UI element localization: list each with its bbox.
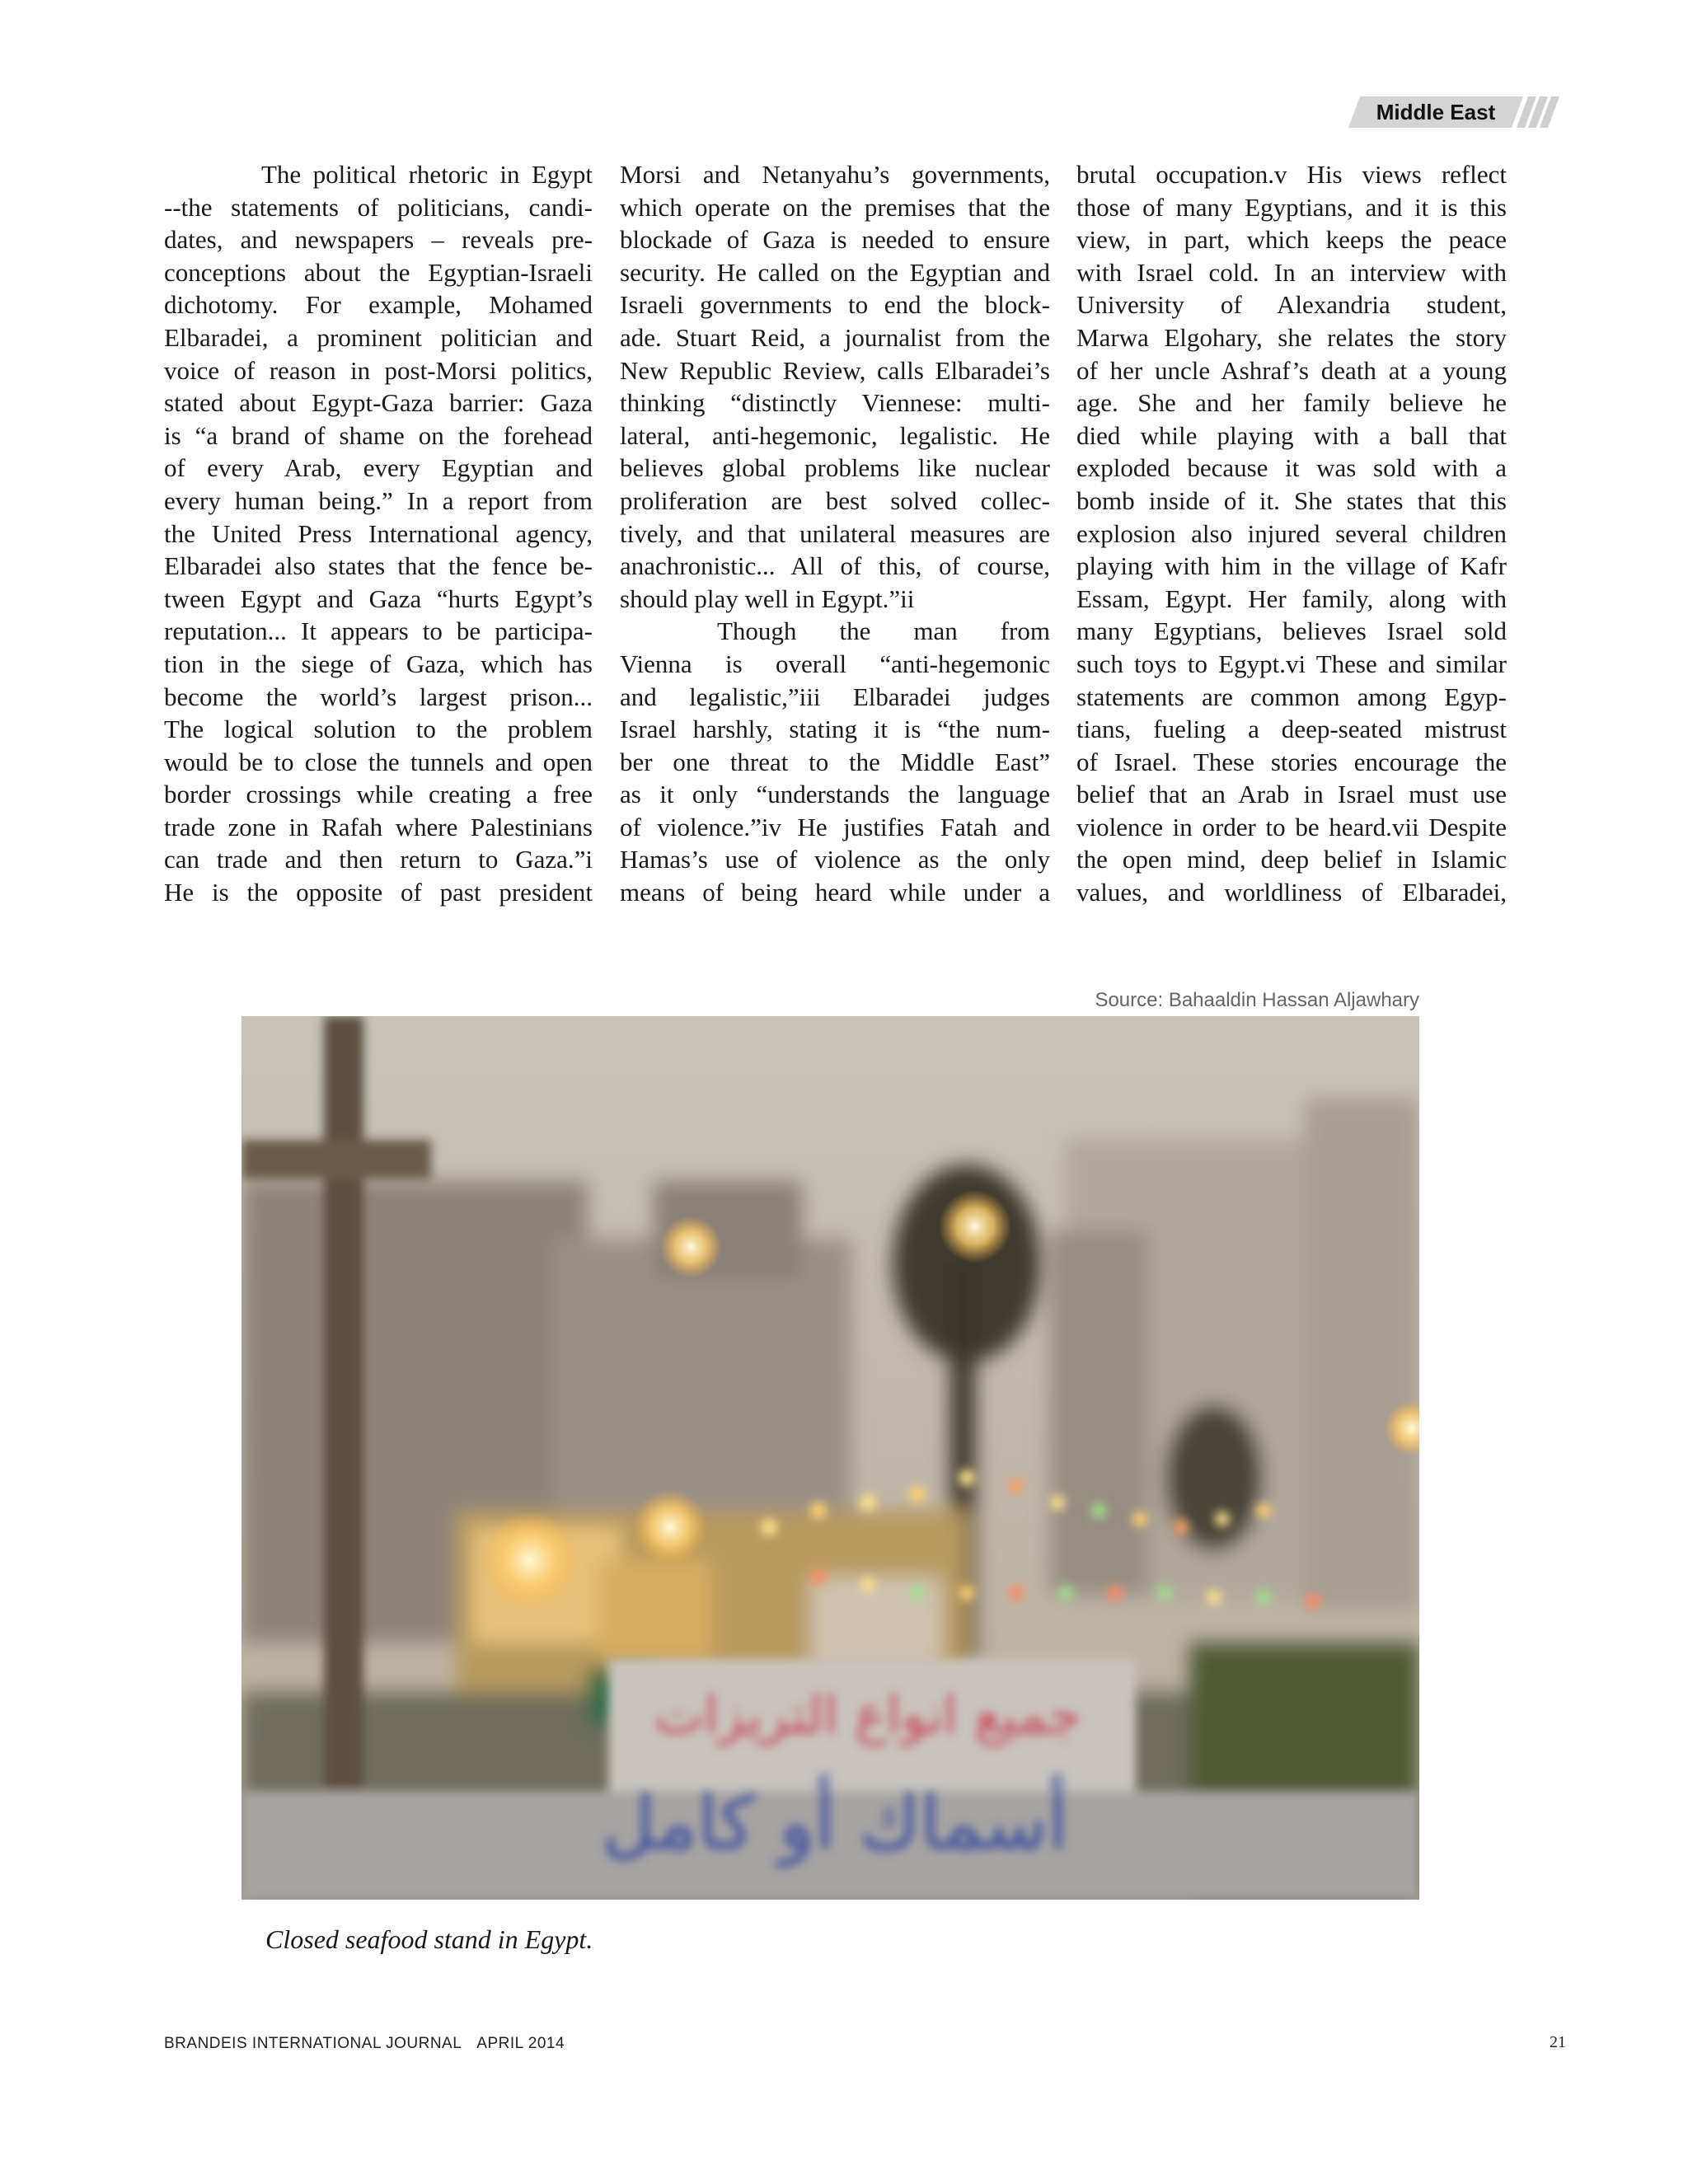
- article-line: which operate on the premises that the: [620, 192, 1050, 222]
- article-line: those of many Egyptians, and it is this: [1076, 192, 1507, 222]
- article-line: of her uncle Ashraf’s death at a young: [1076, 355, 1507, 385]
- article-line: of every Arab, every Egyptian and: [164, 453, 593, 483]
- article-line: University of Alexandria student,: [1076, 290, 1507, 320]
- article-line: Though the man from: [717, 616, 1050, 646]
- article-line: conceptions about the Egyptian-Israeli: [164, 257, 593, 287]
- page-number: 21: [1550, 2033, 1566, 2051]
- article-column-3: [1076, 158, 1507, 909]
- article-line: such toys to Egypt.vi These and similar: [1076, 649, 1507, 678]
- article-line: dichotomy. For example, Mohamed: [164, 290, 593, 320]
- article-line: Elbaradei, a prominent politician and: [164, 322, 593, 352]
- sign-bottom-text: أسماك أو كامل: [601, 1780, 1069, 1867]
- article-line: proliferation are best solved collec-: [620, 485, 1050, 515]
- article-line: ade. Stuart Reid, a journalist from the: [620, 322, 1050, 352]
- article-line: of violence.”iv He justifies Fatah and: [620, 812, 1050, 841]
- article-line: bomb inside of it. She states that this: [1076, 485, 1507, 515]
- article-line: Israeli governments to end the block-: [620, 290, 1050, 320]
- article-line: died while playing with a ball that: [1076, 420, 1507, 450]
- article-line: the open mind, deep belief in Islamic: [1076, 845, 1507, 874]
- article-line: Elbaradei also states that the fence be-: [164, 551, 593, 581]
- article-line: would be to close the tunnels and open: [164, 747, 593, 776]
- photo-caption: Closed seafood stand in Egypt.: [265, 1924, 593, 1954]
- sign-top-text: جميع انواع التريزات: [654, 1685, 1082, 1746]
- article-column-2: [620, 158, 1050, 909]
- article-line: tively, and that unilateral measures are: [620, 518, 1050, 548]
- article-line: tion in the siege of Gaza, which has: [164, 649, 593, 678]
- article-line: statements are common among Egyp-: [1076, 682, 1507, 711]
- article-line: lateral, anti-hegemonic, legalistic. He: [620, 420, 1050, 450]
- article-line: stated about Egypt-Gaza barrier: Gaza: [164, 388, 593, 418]
- article-column-1: [164, 158, 593, 909]
- footer-journal: [164, 2035, 565, 2053]
- article-line: ber one threat to the Middle East”: [620, 747, 1050, 776]
- article-line: every human being.” In a report from: [164, 485, 593, 515]
- article-line: New Republic Review, calls Elbaradei’s: [620, 355, 1050, 385]
- article-line: Essam, Egypt. Her family, along with: [1076, 583, 1507, 613]
- article-line: anachronistic... All of this, of course,: [620, 551, 1050, 581]
- article-line: as it only “understands the language: [620, 780, 1050, 809]
- article-line: border crossings while creating a free: [164, 780, 593, 809]
- article-line: brutal occupation.v His views reflect: [1076, 160, 1507, 189]
- article-line: believes global problems like nuclear: [620, 453, 1050, 483]
- article-line: Marwa Elgohary, she relates the story: [1076, 322, 1507, 352]
- article-line: trade zone in Rafah where Palestinians: [164, 812, 593, 841]
- article-line: exploded because it was sold with a: [1076, 453, 1507, 483]
- article-line: The political rhetoric in Egypt: [261, 160, 593, 189]
- article-line: become the world’s largest prison...: [164, 682, 593, 711]
- article-line: and legalistic,”iii Elbaradei judges: [620, 682, 1050, 711]
- article-line: the United Press International agency,: [164, 518, 593, 548]
- article-line: security. He called on the Egyptian and: [620, 257, 1050, 287]
- article-line: thinking “distinctly Viennese: multi-: [620, 388, 1050, 418]
- article-line: with Israel cold. In an interview with: [1076, 257, 1507, 287]
- article-line: --the statements of politicians, candi-: [164, 192, 593, 222]
- section-label: Middle East: [1376, 100, 1496, 124]
- article-line: dates, and newspapers – reveals pre-: [164, 225, 593, 255]
- article-line: tween Egypt and Gaza “hurts Egypt’s: [164, 583, 593, 613]
- photo-seafood-stand: [241, 1016, 1419, 1900]
- article-line: tians, fueling a deep-seated mistrust: [1076, 715, 1507, 744]
- footer-issue: APRIL 2014: [476, 2035, 565, 2052]
- footer-journal-name: BRANDEIS INTERNATIONAL JOURNAL: [164, 2035, 462, 2052]
- article-line: should play well in Egypt.”ii: [620, 583, 915, 613]
- article-line: voice of reason in post-Morsi politics,: [164, 355, 593, 385]
- article-line: values, and worldliness of Elbaradei,: [1076, 878, 1507, 907]
- article-line: playing with him in the village of Kafr: [1076, 551, 1507, 581]
- article-line: means of being heard while under a: [620, 878, 1050, 907]
- article-line: He is the opposite of past president: [164, 878, 593, 907]
- article-line: of Israel. These stories encourage the: [1076, 747, 1507, 776]
- article-line: view, in part, which keeps the peace: [1076, 225, 1507, 255]
- article-line: violence in order to be heard.vii Despite: [1076, 812, 1507, 841]
- section-tab: [1348, 96, 1564, 128]
- article-line: Israel harshly, stating it is “the num-: [620, 715, 1050, 744]
- article-line: age. She and her family believe he: [1076, 388, 1507, 418]
- article-line: can trade and then return to Gaza.”i: [164, 845, 593, 874]
- photo-credit: Source: Bahaaldin Hassan Aljawhary: [1095, 989, 1419, 1011]
- article-line: Morsi and Netanyahu’s governments,: [620, 160, 1050, 189]
- article-line: explosion also injured several children: [1076, 518, 1507, 548]
- article-line: is “a brand of shame on the forehead: [164, 420, 593, 450]
- article-line: belief that an Arab in Israel must use: [1076, 780, 1507, 809]
- article-line: The logical solution to the problem: [164, 715, 593, 744]
- article-line: many Egyptians, believes Israel sold: [1076, 616, 1507, 646]
- article-line: Vienna is overall “anti-hegemonic: [620, 649, 1050, 678]
- article-line: reputation... It appears to be participa-: [164, 616, 593, 646]
- article-line: blockade of Gaza is needed to ensure: [620, 225, 1050, 255]
- article-line: Hamas’s use of violence as the only: [620, 845, 1050, 874]
